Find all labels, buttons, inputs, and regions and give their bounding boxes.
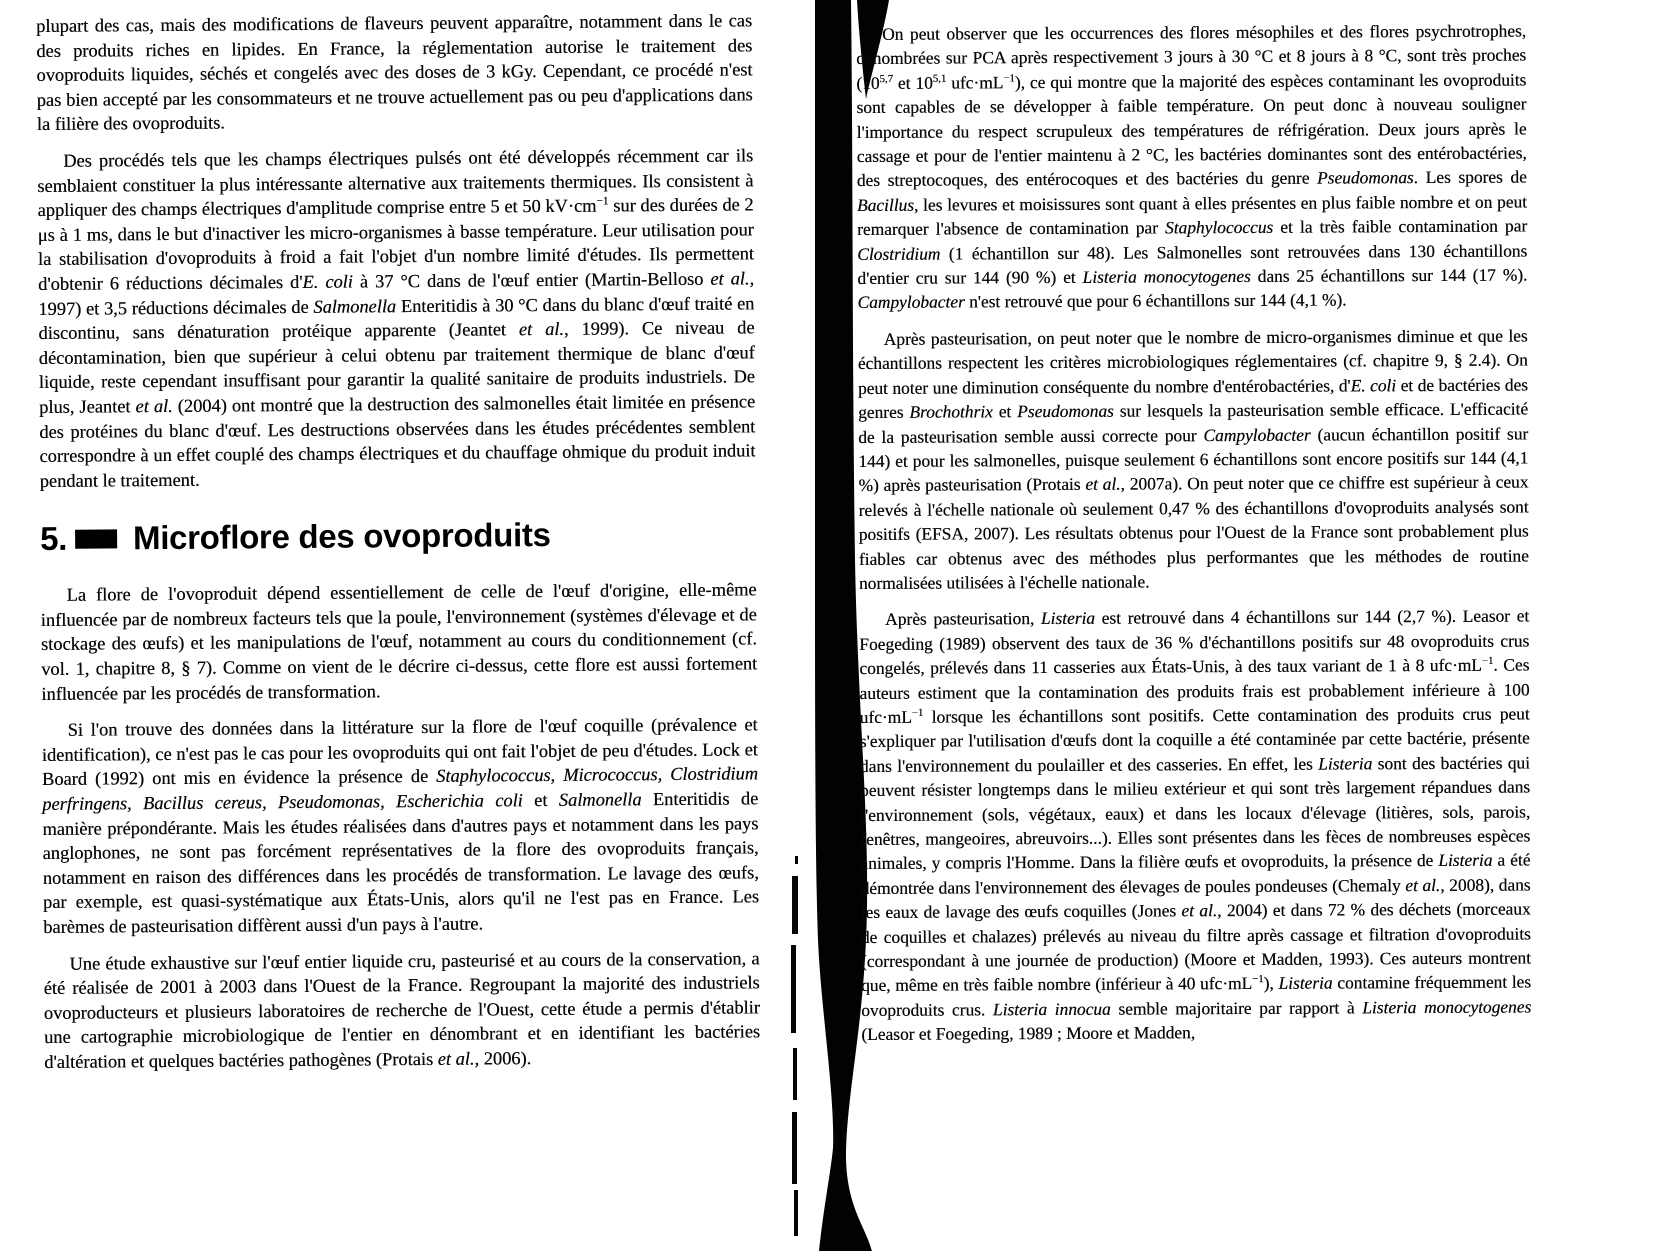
heading-square-marker: [75, 530, 117, 549]
gutter-streak: [792, 1112, 797, 1184]
paragraph: Après pasteurisation, Listeria est retrouvé dans 4 échantillons sur 144 (2,7 %). Leasor et Foegeding (1989) observent des taux de 36 % d'échantillons positifs sur 48 ovoproduits crus congelés, prélevés dans 11 casseries aux États-Unis, à des taux variant de 1 à 8 $ufc\cdot mL^{-1}$. Ces auteurs estiment que la contamination des produits frais est probablement inférieure à 100 $ufc\cdot mL^{-1}$ lorsque les échantillons sont positifs. Cette contamination des produits crus peut s'expliquer par l'utilisation d'œufs dont la coquille a été contaminée par cette bactérie, présente dans l'environnement du poulailler et des casseries. En effet, les Listeria sont des bactéries qui peuvent résister longtemps dans le milieu extérieur et qui sont très largement répandues dans l'environnement (sols, végétaux, eaux) et dans les locaux d'élevage (litières, sols, parois, fenêtres, mangeoires, abreuvoirs...). Elles sont présentes dans les fèces de nombreuses espèces animales, y compris l'Homme. Dans la filière œufs et ovoproduits, la présence de Listeria a été démontrée dans l'environnement des élevages de poules pondeuses (Chemaly et al., 2008), dans les eaux de lavage des œufs coquilles (Jones et al., 2004) et dans 72 % des déchets (morceaux de coquilles et chalazes) prélevés au niveau du filtre après cassage et filtration d'ovoproduits (correspondant à une journée de production) (Moore et Madden, 1993). Ces auteurs montrent que, même en très faible nombre (inférieur à 40 $ufc\cdot mL^{-1}$), Listeria contamine fréquemment les ovoproduits crus. Listeria innocua semble majoritaire par rapport à Listeria monocytogenes (Leasor et Foegeding, 1989 ; Moore et Madden,: [859, 605, 1532, 1045]
paragraph: Des procédés tels que les champs électriques pulsés ont été développés récemment car ils semblaient constituer la plus intéressante alternative aux traitements thermiques. Ils consistent à appliquer des champs électriques d'amplitude comprise entre 5 et 50 $kV\cdot cm^{-1}$ sur des durées de 2 μs à 1 ms, dans le but d'inactiver les micro-organismes à basse température. Leur utilisation pour la stabilisation d'ovoproduits à froid a fait l'objet d'un nombre limité d'études. Ils permettent d'obtenir 6 réductions décimales d'E. coli à 37 °C dans de l'œuf entier (Martin-Belloso et al., 1997) et 3,5 réductions décimales de Salmonella Enteritidis à 30 °C dans du blanc d'œuf traité en discontinu, sans dénaturation protéique apparente (Jeantet et al., 1999). Ce niveau de décontamination, bien que supérieur à celui obtenu par traitement thermique de blanc d'œuf liquide, reste cependant insuffisant pour garantir la qualité sanitaire de produits industriels. De plus, Jeantet et al. (2004) ont montré que la destruction des salmonelles était limitée en présence des protéines du blanc d'œuf. Les destructions observées dans les études précédentes semblent correspondre à un effet couplé des champs électriques et du chauffage ohmique du produit induit pendant le traitement.: [37, 145, 756, 491]
gutter-streak: [792, 876, 798, 934]
left-page: [36, 8, 760, 1086]
paragraph: Après pasteurisation, on peut noter que le nombre de micro-organismes diminue et que les échantillons respectent les critères microbiologiques réglementaires (cf. chapitre 9, § 2.4). On peut noter une diminution conséquente du nombre d'entérobactéries, d'E. coli et de bactéries des genres Brochothrix et Pseudomonas sur lesquels la pasteurisation semble efficace. L'efficacité de la pasteurisation semble aussi correcte pour Campylobacter (aucun échantillon positif sur 144) et pour les salmonelles, puisque seulement 6 échantillons sont encore positifs sur 144 (4,1 %) après pasteurisation (Protais et al., 2007a). On peut noter que ce chiffre est supérieur à ceux relevés à l'échelle nationale où seulement 0,47 % des échantillons d'ovoproduits analysés sont positifs (EFSA, 2007). Les résultats obtenus pour l'Ouest de la France sont probablement plus fiables car obtenus avec des méthodes plus performantes que les méthodes de routine normalisées utilisées à l'échelle nationale.: [857, 325, 1529, 593]
gutter-streak: [791, 945, 796, 1033]
paragraph: plupart des cas, mais des modifications de flaveurs peuvent apparaître, notamment dans le cas des produits riches en lipides. En France, la réglementation autorise le traitement des ovoproduits liquides, séchés et congelés avec des doses de 3 kGy. Cependant, ce procédé n'est pas bien accepté par les consommateurs et ne trouve actuellement pas ou peu d'applications dans la filière des ovoproduits.: [36, 10, 753, 135]
gutter-streak: [793, 1048, 797, 1100]
paragraph: Une étude exhaustive sur l'œuf entier liquide cru, pasteurisé et au cours de la conservation, a été réalisée de 2001 à 2003 dans l'Ouest de la France. Regroupant la majorité des industriels ovoproducteurs et plusieurs laboratoires de recherche de l'Ouest, cette étude a permis d'établir une cartographie microbiologique de l'entier en dénombrant et en identifiant les bactéries d'altération et quelques bactéries pathogènes (Protais et al., 2006).: [43, 947, 761, 1072]
paragraph: La flore de l'ovoproduit dépend essentiellement de celle de l'œuf d'origine, elle-même influencée par de nombreux facteurs tels que la poule, l'environnement (systèmes d'élevage et de stockage des œufs) et les manipulations de l'œuf, notamment au cours du conditionnement (cf. vol. 1, chapitre 8, § 7). Comme on vient de le décrire ci-dessus, cette flore est aussi fortement influencée par les procédés de transformation.: [40, 579, 758, 704]
right-page: [856, 18, 1531, 1058]
section-title: Microflore des ovoproduits: [132, 516, 551, 557]
gutter-streak: [794, 1190, 798, 1236]
gutter-streak: [795, 856, 798, 864]
section-number: 5.: [39, 520, 68, 558]
paragraph: Si l'on trouve des données dans la littérature sur la flore de l'œuf coquille (prévalence et identification), ce n'est pas le cas pour les ovoproduits qui ont fait l'objet de peu d'études. Lock et Board (1992) ont mis en évidence la présence de Staphylococcus, Micrococcus, Clostridium perfringens, Bacillus cereus, Pseudomonas, Escherichia coli et Salmonella Enteritidis de manière prépondérante. Mais les études réalisées dans d'autres pays et notamment dans les pays anglophones, ne sont pas forcément représentatives de la flore des ovoproduits français, notamment en raison des différences dans les procédés de transformation. Le lavage des œufs, par exemple, est quasi-systématique aux États-Unis, alors qu'il ne l'est pas en France. Les barèmes de pasteurisation diffèrent aussi d'un pays à l'autre.: [41, 714, 760, 937]
paragraph: On peut observer que les occurrences des flores mésophiles et des flores psychrotrophes, dénombrées sur PCA après respectivement 3 jours à 30 °C et 8 jours à 8 °C, sont très proches (10$^{5,7}$ et 10$^{5,1}$ $ufc\cdot mL^{-1}$), ce qui montre que la majorité des espèces contaminant les ovoproduits sont capables de se développer à faible température. On peut donc à nouveau souligner l'importance du respect scrupuleux des températures de réfrigération. Deux jours après le cassage et pour de l'entier maintenu à 2 °C, les bactéries dominantes sont des entérobactéries, des streptocoques, des entérocoques et des bactéries du genre Pseudomonas. Les spores de Bacillus, les levures et moisissures sont quant à elles présentes en plus faible nombre et on peut remarquer l'absence de contamination par Staphylococcus et la très faible contamination par Clostridium (1 échantillon sur 48). Les Salmonelles sont retrouvées dans 130 échantillons d'entier cru sur 144 (90 %) et Listeria monocytogenes dans 25 échantillons sur 144 (17 %). Campylobacter n'est retrouvé que pour 6 échantillons sur 144 (4,1 %).: [856, 20, 1528, 313]
section-heading: [40, 516, 756, 558]
